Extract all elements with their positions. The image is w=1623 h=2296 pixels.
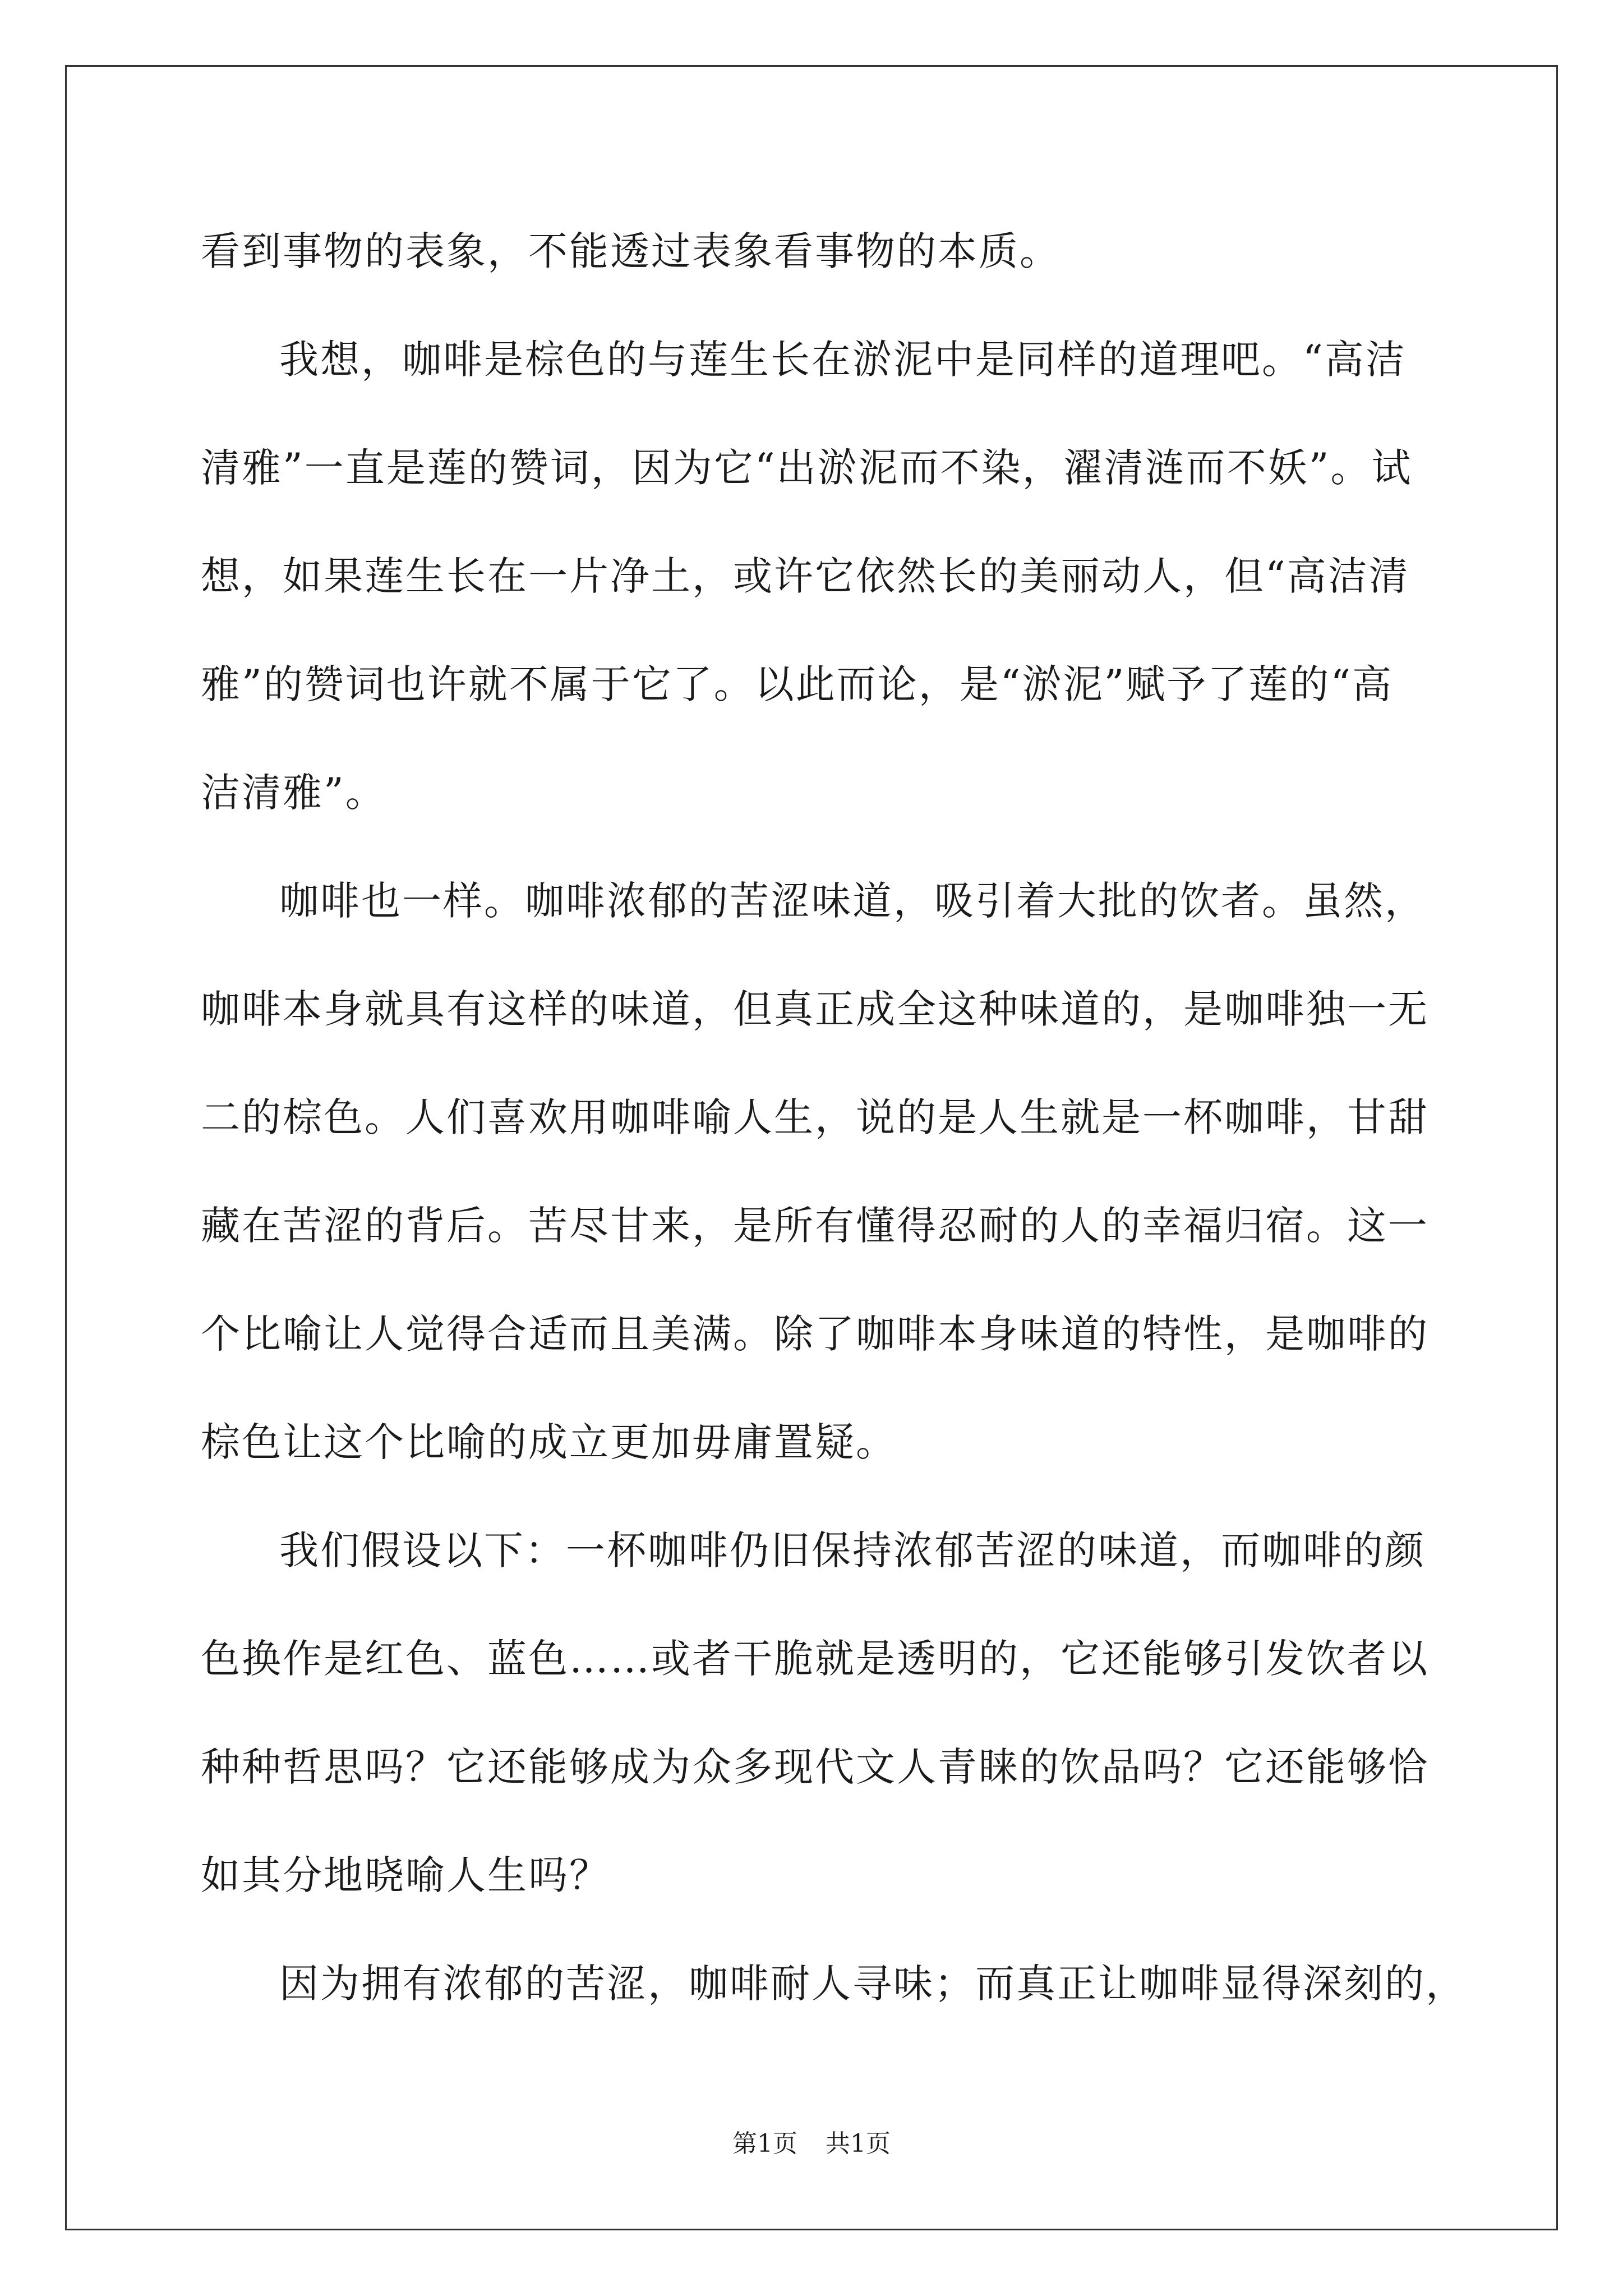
text-line: 种种哲思吗？它还能够成为众多现代文人青睐的饮品吗？它还能够恰: [201, 1744, 1429, 1790]
text-line: 看到事物的表象，不能透过表象看事物的本质。: [201, 228, 1061, 274]
text-line: 藏在苦涩的背后。苦尽甘来，是所有懂得忍耐的人的幸福归宿。这一: [201, 1203, 1429, 1249]
text-line: 我们假设以下：一杯咖啡仍旧保持浓郁苦涩的味道，而咖啡的颜: [279, 1527, 1426, 1573]
text-line: 咖啡也一样。咖啡浓郁的苦涩味道，吸引着大批的饮者。虽然，: [279, 878, 1426, 924]
text-line: 清雅”一直是莲的赞词，因为它“出淤泥而不染，濯清涟而不妖”。试: [201, 445, 1413, 491]
text-line: 我想，咖啡是棕色的与莲生长在淤泥中是同样的道理吧。“高洁: [279, 337, 1407, 383]
text-line: 洁清雅”。: [201, 770, 386, 816]
page-number: 第1页: [732, 2129, 797, 2158]
text-line: 个比喻让人觉得合适而且美满。除了咖啡本身味道的特性，是咖啡的: [201, 1311, 1429, 1357]
text-line: 色换作是红色、蓝色……或者干脆就是透明的，它还能够引发饮者以: [201, 1636, 1429, 1682]
text-line: 雅”的赞词也许就不属于它了。以此而论，是“淤泥”赋予了莲的“高: [201, 661, 1394, 707]
text-line: 想，如果莲生长在一片净土，或许它依然长的美丽动人，但“高洁清: [201, 553, 1410, 599]
page-total: 共1页: [826, 2129, 891, 2158]
text-line: 二的棕色。人们喜欢用咖啡喻人生，说的是人生就是一杯咖啡，甘甜: [201, 1094, 1429, 1140]
text-line: 如其分地晓喻人生吗？: [201, 1852, 610, 1898]
document-body: [201, 197, 1467, 2038]
page-footer: [0, 2127, 1623, 2161]
text-line: 咖啡本身就具有这样的味道，但真正成全这种味道的，是咖啡独一无: [201, 986, 1429, 1032]
text-line: 因为拥有浓郁的苦涩，咖啡耐人寻味；而真正让咖啡显得深刻的，: [279, 1961, 1467, 2007]
text-line: 棕色让这个比喻的成立更加毋庸置疑。: [201, 1419, 897, 1465]
